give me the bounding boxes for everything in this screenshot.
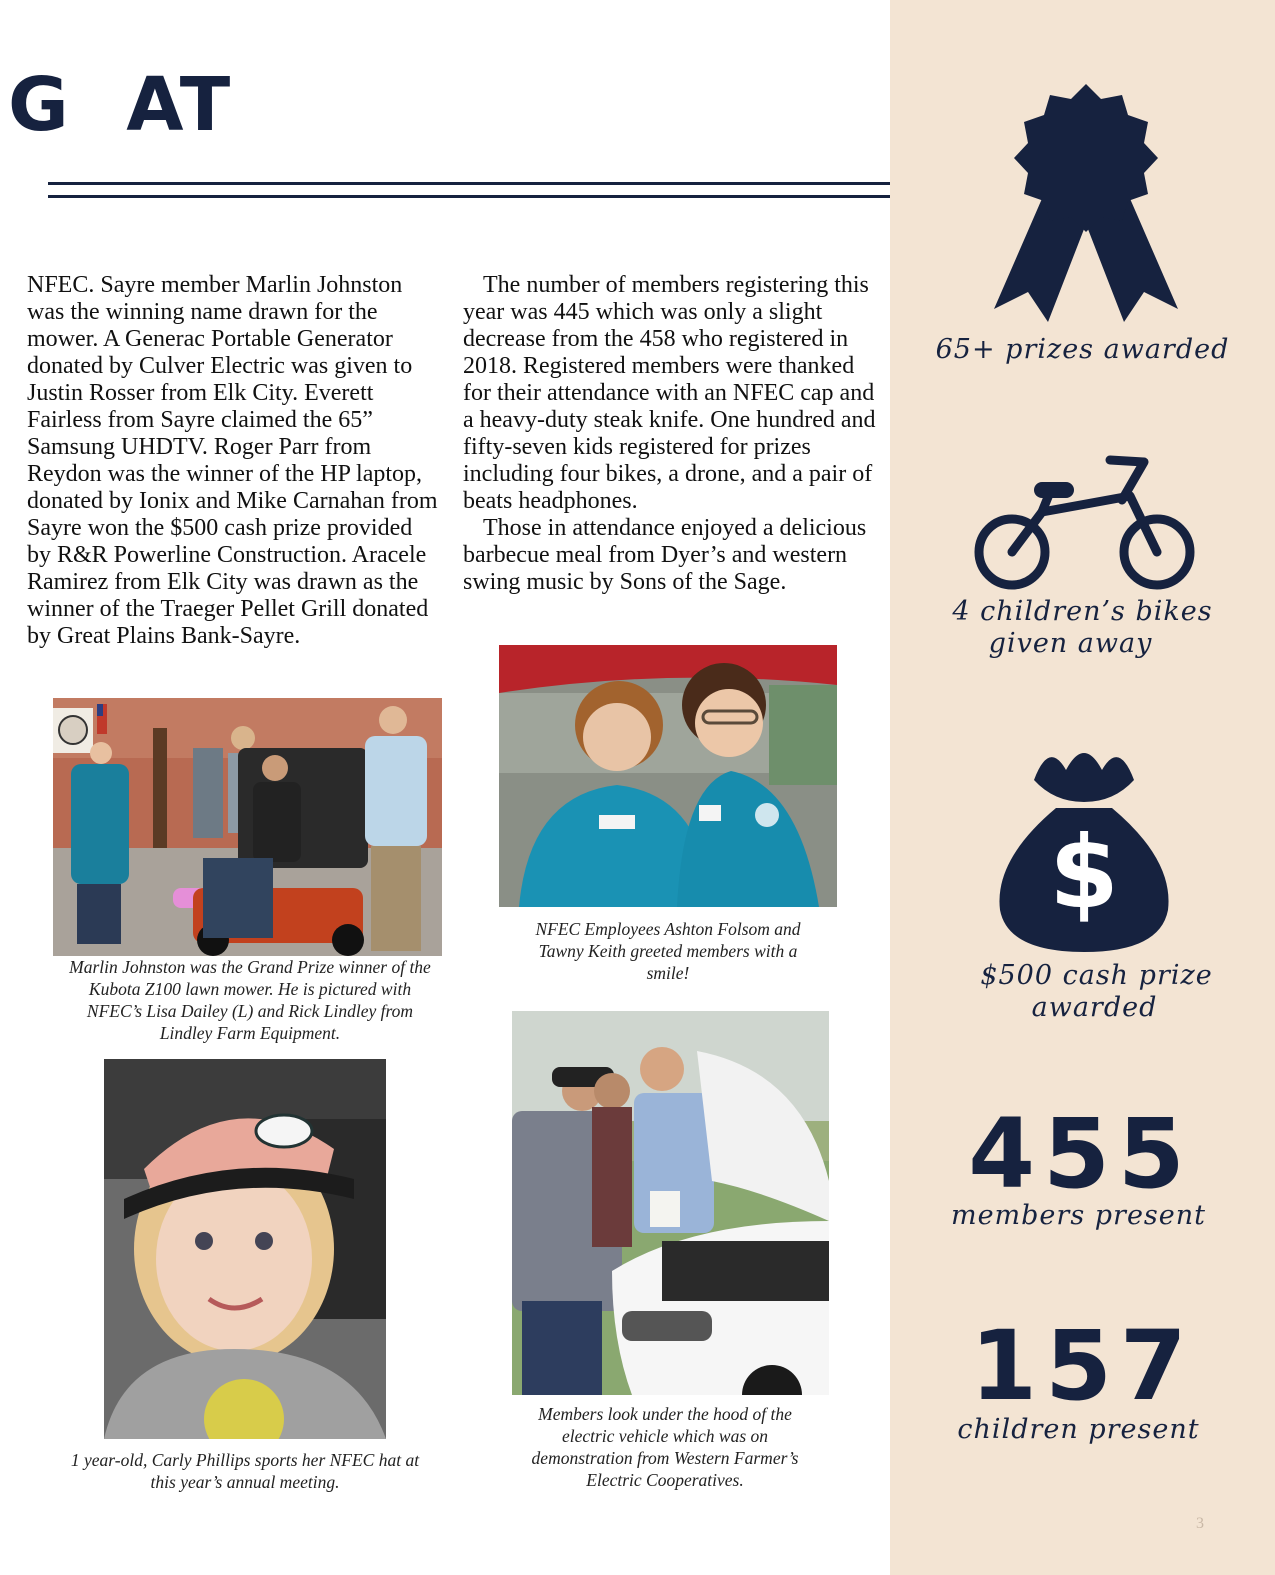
cash-label-line-2: awarded xyxy=(1031,992,1158,1023)
photo-child xyxy=(104,1059,386,1439)
photo-electric-vehicle xyxy=(512,1011,829,1395)
article-right-paragraph-1: The number of members registering this year was 445 which was only a slight decrease from the 458 who registered in 2018. Registered members were thanked for their attendance with an NFEC cap and a heavy-duty steak knife. One hundred and fifty-seven kids registered for prizes including four bikes, a drone, and a pair of beats headphones. xyxy=(463,272,876,514)
caption-electric-vehicle: Members look under the hood of the electric vehicle which was on demonstration from Western Farmer’s Electric Cooperatives. xyxy=(531,1404,799,1490)
article-right-column xyxy=(463,272,878,596)
article-left-text: NFEC. Sayre member Marlin Johnston was the winning name drawn for the mower. A Generac Portable Generator donated by Culver Electric was given to Justin Rosser from Elk City. Everett Fairless from Sayre claimed the 65” Samsung UHDTV. Roger Parr from Reydon was the winner of the HP laptop, donated by Ionix and Mike Carnahan from Sayre won the $500 cash prize provided by R&R Powerline Construction. Aracele Ramirez from Elk City was drawn as the winner of the Traeger Pellet Grill donated by Great Plains Bank-Sayre. xyxy=(27,272,438,649)
children-label: children present xyxy=(957,1414,1200,1445)
header-rule-bottom xyxy=(48,195,890,198)
money-bag-icon xyxy=(994,740,1174,955)
children-count: 157 xyxy=(970,1310,1195,1422)
caption-child: 1 year-old, Carly Phillips sports her NFEC hat at this year’s annual meeting. xyxy=(70,1450,420,1492)
ribbon-award-icon xyxy=(986,84,1186,324)
article-left-column xyxy=(27,272,442,650)
caption-employees: NFEC Employees Ashton Folsom and Tawny Keith greeted members with a smile! xyxy=(535,919,801,983)
photo-mower-winner xyxy=(53,698,442,956)
bicycle-icon xyxy=(972,452,1197,592)
cash-label-line-1: $500 cash prize xyxy=(980,960,1213,991)
bikes-label-line-1: 4 children’s bikes xyxy=(952,596,1213,627)
headline-fragment: G AT xyxy=(8,62,233,148)
dollar-sign: $ xyxy=(1049,814,1119,931)
header-rule-top xyxy=(48,182,890,185)
members-label: members present xyxy=(950,1200,1207,1231)
stats-sidebar xyxy=(890,0,1275,1575)
bikes-label-line-2: given away xyxy=(988,628,1153,659)
page-number: 3 xyxy=(1196,1515,1204,1532)
photo-employees xyxy=(499,645,837,907)
prizes-awarded-label: 65+ prizes awarded xyxy=(935,334,1230,365)
members-count: 455 xyxy=(968,1098,1193,1210)
article-right-paragraph-2: Those in attendance enjoyed a delicious barbecue meal from Dyer’s and western swing music by Sons of the Sage. xyxy=(463,515,867,595)
caption-mower-winner: Marlin Johnston was the Grand Prize winner of the Kubota Z100 lawn mower. He is pictured with NFEC’s Lisa Dailey (L) and Rick Lindley from Lindley Farm Equipment. xyxy=(69,957,431,1043)
